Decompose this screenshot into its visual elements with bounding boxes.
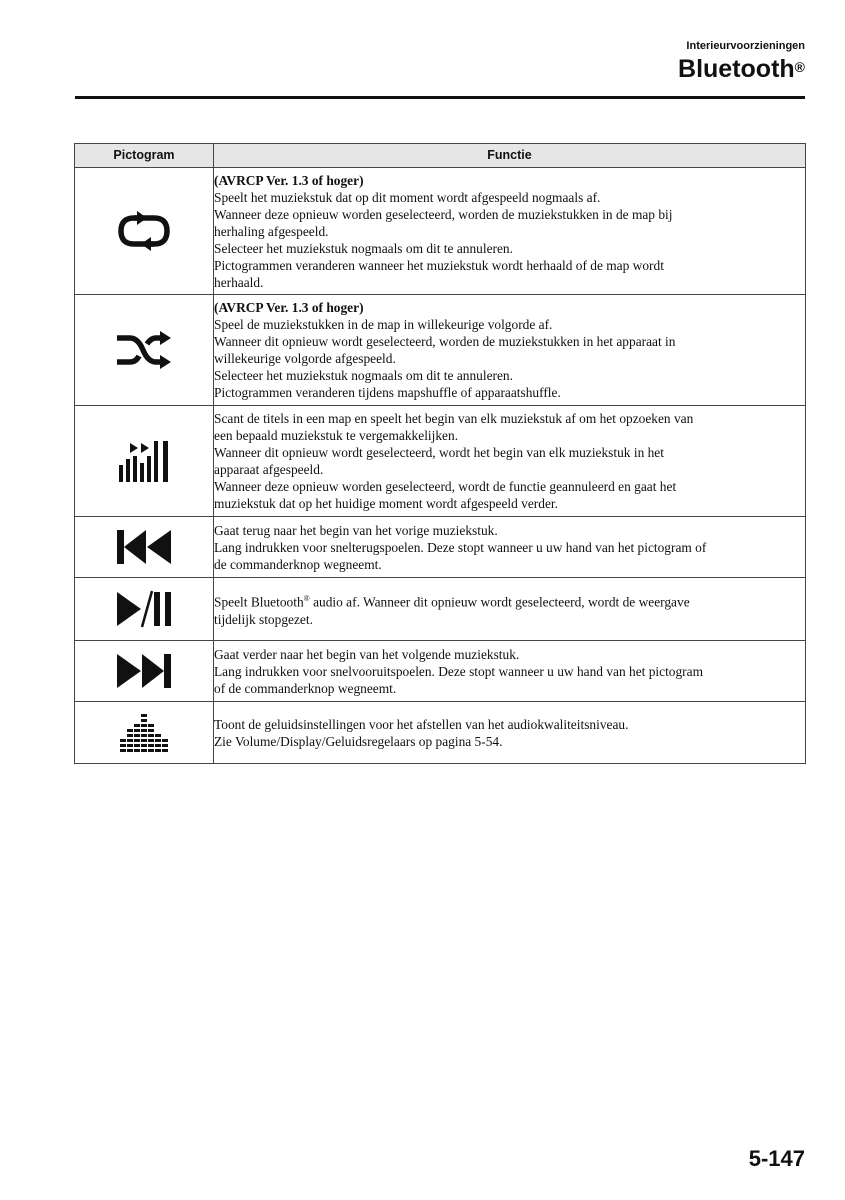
function-line: Selecteer het muziekstuk nogmaals om dit te annuleren. [214,240,513,256]
pictogram-cell [75,641,214,702]
header-rule [75,96,805,99]
function-line: Zie Volume/Display/Geluidsregelaars op pagina 5-54. [214,733,503,749]
function-line: muziekstuk dat op het huidige moment wordt afgespeeld verder. [214,496,558,511]
function-text: Speelt Bluetooth [214,594,304,610]
registered-mark: ® [303,594,310,604]
next-track-icon [115,652,173,690]
function-line: Gaat verder naar het begin van het volgende muziekstuk. [214,646,520,662]
table-row [75,517,806,578]
registered-mark: ® [794,59,805,75]
page-number: 5-147 [748,1146,805,1171]
column-header-function: Functie [214,144,806,168]
function-cell [214,295,806,406]
function-text: audio af. Wanneer dit opnieuw wordt geselecteerd, wordt de weergave [309,594,690,610]
pictogram-cell [75,406,214,517]
pictogram-cell [75,578,214,641]
function-line: Toont de geluidsinstellingen voor het afstellen van het audiokwaliteitsniveau. [214,716,629,732]
sound-settings-icon [118,712,170,754]
function-line: de commanderknop wegneemt. [214,556,382,572]
function-cell [214,168,806,295]
table-row [75,168,806,295]
function-cell [214,517,806,578]
chapter-title-text: Bluetooth [678,55,795,83]
repeat-icon [114,211,174,251]
function-table [74,143,806,764]
function-cell [214,702,806,764]
function-line: Lang indrukken voor snelterugspoelen. Deze stopt wanneer u uw hand van het pictogram of [214,539,707,555]
function-line: Speel de muziekstukken in de map in willekeurige volgorde af. [214,317,553,332]
function-line: Wanneer dit opnieuw wordt geselecteerd, worden de muziekstukken in het apparaat in [214,334,676,349]
function-line [214,590,805,610]
function-line: Speelt het muziekstuk dat op dit moment wordt afgespeeld nogmaals af. [214,189,601,205]
column-header-pictogram: Pictogram [75,144,214,168]
table-header-row [75,144,806,168]
table-row [75,578,806,641]
table-row [75,641,806,702]
function-line: Lang indrukken voor snelvooruitspoelen. Deze stopt wanneer u uw hand van het pictogram [214,663,703,679]
function-line: tijdelijk stopgezet. [214,611,313,627]
table-row [75,702,806,764]
play-pause-icon [114,589,174,629]
section-label: Interieurvoorzieningen [686,40,805,52]
function-line: Wanneer dit opnieuw wordt geselecteerd, wordt het begin van elk muziekstuk in het [214,445,664,460]
function-line: Wanneer deze opnieuw worden geselecteerd, worden de muziekstukken in de map bij [214,206,673,222]
table-row [75,406,806,517]
function-line: Pictogrammen veranderen wanneer het muziekstuk wordt herhaald of de map wordt [214,257,664,273]
chapter-title [678,54,805,84]
function-line: Pictogrammen veranderen tijdens mapshuffle of apparaatshuffle. [214,385,561,400]
function-line: apparaat afgespeeld. [214,462,324,477]
function-line: (AVRCP Ver. 1.3 of hoger) [214,300,364,315]
function-line: willekeurige volgorde afgespeeld. [214,351,396,366]
pictogram-cell [75,517,214,578]
function-cell [214,406,806,517]
pictogram-cell [75,168,214,295]
function-line: Selecteer het muziekstuk nogmaals om dit te annuleren. [214,368,513,383]
function-cell [214,578,806,641]
function-line: Wanneer deze opnieuw worden geselecteerd, wordt de functie geannuleerd en gaat het [214,479,677,494]
table-row [75,295,806,406]
shuffle-icon [114,330,174,370]
previous-track-icon [115,528,173,566]
pictogram-cell [75,295,214,406]
function-line: (AVRCP Ver. 1.3 of hoger) [214,172,364,188]
function-line: Gaat terug naar het begin van het vorige muziekstuk. [214,522,498,538]
function-line: Scant de titels in een map en speelt het begin van elk muziekstuk af om het opzoeken van [214,411,694,426]
function-line: herhaling afgespeeld. [214,223,329,239]
pictogram-cell [75,702,214,764]
function-line: of de commanderknop wegneemt. [214,680,397,696]
scan-icon [117,439,171,483]
function-line: een bepaald muziekstuk te vergemakkelijken. [214,428,459,443]
function-line: herhaald. [214,274,264,290]
function-cell [214,641,806,702]
